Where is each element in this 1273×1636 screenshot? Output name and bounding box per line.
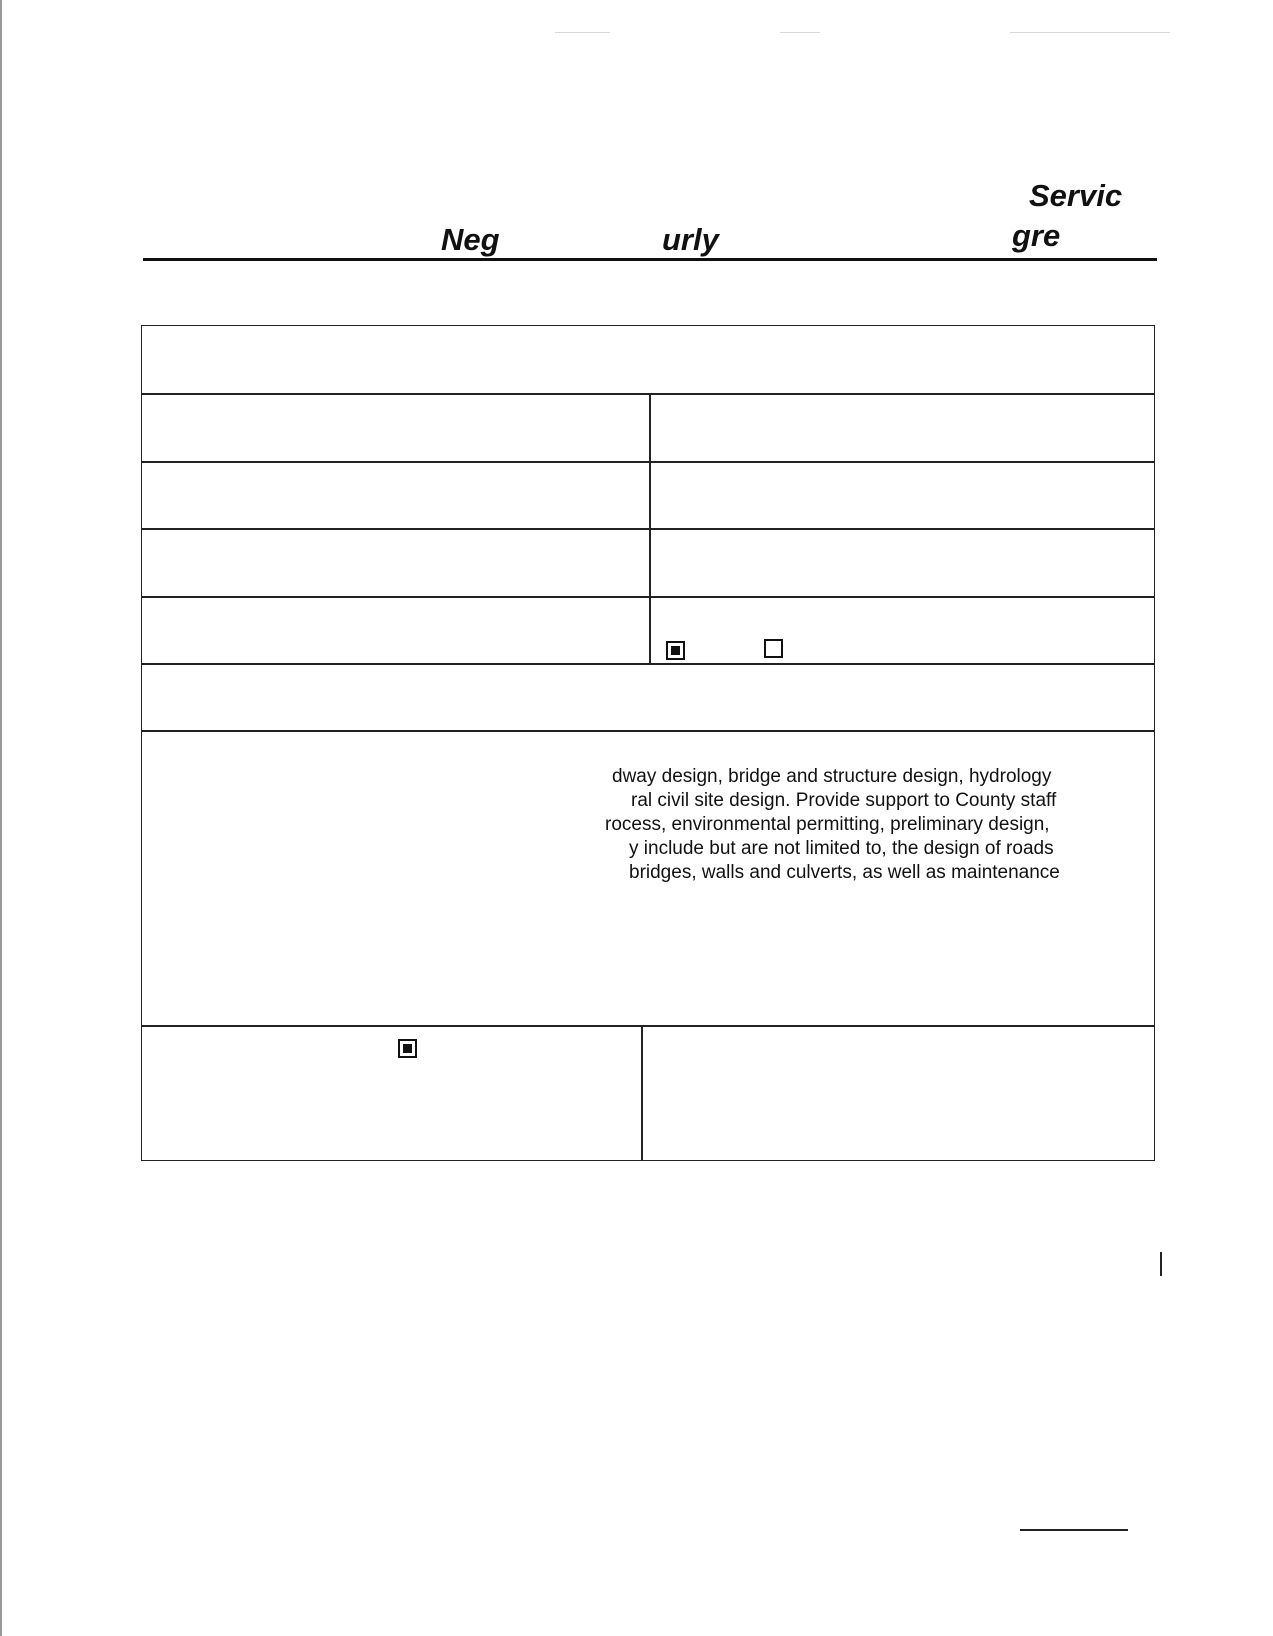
header-word-right-top: Servic <box>1029 178 1123 213</box>
form-row-divider <box>141 461 1155 463</box>
header-word-left: Neg <box>441 222 500 257</box>
header-word-middle: urly <box>662 222 719 257</box>
scan-artifact <box>555 32 610 33</box>
form-column-divider <box>641 1025 643 1161</box>
description-line: rocess, environmental permitting, preliminary design, <box>605 814 1050 835</box>
bottom-left-checkbox[interactable] <box>398 1039 417 1058</box>
form-column-divider <box>649 393 651 663</box>
header-word-right-bottom: gre <box>1012 218 1061 253</box>
scan-artifact <box>1010 32 1170 33</box>
scan-artifact <box>780 32 820 33</box>
form-outer-frame <box>141 325 1155 1161</box>
header-rule <box>143 258 1157 261</box>
description-line: ral civil site design. Provide support to County staff <box>631 790 1057 811</box>
form-row-divider <box>141 1025 1155 1027</box>
form-row-divider <box>141 596 1155 598</box>
page-edge <box>0 0 2 1636</box>
description-line: dway design, bridge and structure design, hydrology <box>612 766 1052 787</box>
form-row-divider <box>141 730 1155 732</box>
option-checkbox-1[interactable] <box>666 641 685 660</box>
description-line: y include but are not limited to, the design of roads <box>629 838 1054 859</box>
form-row-divider <box>141 663 1155 665</box>
margin-mark <box>1160 1252 1162 1276</box>
option-checkbox-2[interactable] <box>764 639 783 658</box>
signature-line <box>1020 1529 1128 1531</box>
description-line: bridges, walls and culverts, as well as maintenance <box>629 862 1060 883</box>
form-row-divider <box>141 393 1155 395</box>
form-row-divider <box>141 528 1155 530</box>
